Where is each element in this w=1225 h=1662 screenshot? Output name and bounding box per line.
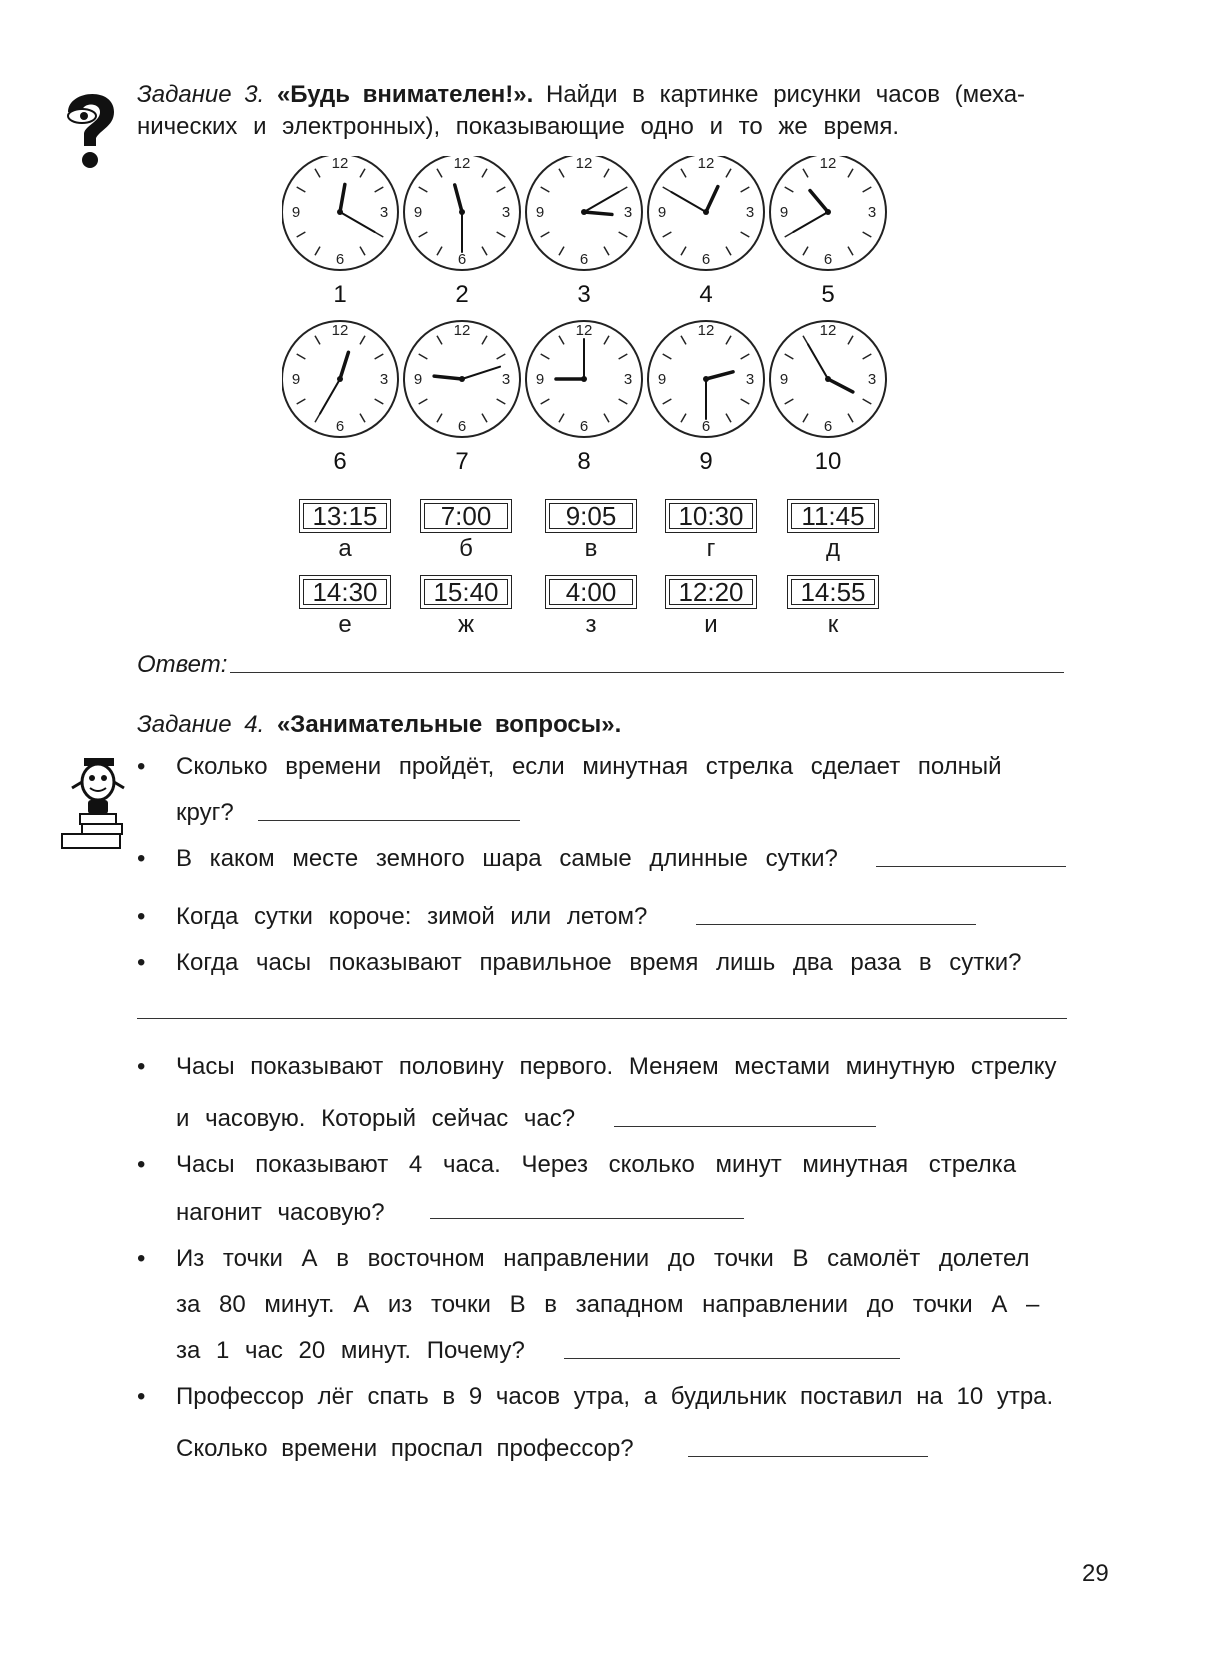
digital-clock-к	[787, 575, 879, 609]
q3-text: Когда сутки короче: зимой или летом?	[176, 903, 648, 930]
clock-numeral-3: 3	[501, 204, 511, 221]
clock-numeral-6: 6	[335, 418, 345, 435]
q1-line1: Сколько времени пройдёт, если минутная стрелка сделает полный	[176, 753, 1002, 780]
clock-center	[581, 376, 587, 382]
task3-heading-line1	[137, 78, 1025, 112]
digital-clock-letter: з	[585, 611, 597, 638]
clock-numeral-9: 9	[779, 204, 789, 221]
digital-time: 15:40	[433, 577, 499, 607]
bullet: •	[137, 1151, 146, 1178]
digital-time: 10:30	[678, 501, 744, 531]
analog-clock-4	[648, 156, 764, 308]
task3-label: Задание 3.	[137, 81, 265, 108]
q6-answer-line[interactable]	[430, 1218, 744, 1219]
answer-line[interactable]	[230, 672, 1064, 673]
q7-line2: за 80 минут. А из точки В в западном направлении до точки А –	[176, 1291, 1040, 1318]
q2-text: В каком месте земного шара самые длинные сутки?	[176, 845, 838, 872]
analog-clock-7	[404, 321, 520, 475]
digital-time: 11:45	[801, 501, 865, 531]
analog-clock-2	[404, 156, 520, 308]
bullet: •	[137, 753, 146, 780]
clock-numeral-6: 6	[457, 251, 467, 268]
bullet: •	[137, 1383, 146, 1410]
clock-numeral-12: 12	[575, 322, 593, 339]
digital-clock-ж	[420, 575, 512, 609]
analog-clock-5	[770, 156, 886, 308]
digital-clock-з	[545, 575, 637, 609]
digital-clock-letter: а	[338, 535, 352, 562]
digital-clock-letter: к	[827, 611, 839, 638]
clock-number: 6	[333, 448, 347, 475]
clock-numeral-6: 6	[335, 251, 345, 268]
digital-time: 13:15	[312, 501, 378, 531]
q7-line1: Из точки А в восточном направлении до точки В самолёт долетел	[176, 1245, 1030, 1272]
clock-numeral-12: 12	[331, 322, 349, 339]
clock-numeral-12: 12	[697, 156, 715, 172]
task4-label: Задание 4.	[137, 711, 265, 738]
task4-heading	[137, 708, 621, 742]
clock-numeral-12: 12	[453, 322, 471, 339]
page-number: 29	[1082, 1560, 1109, 1587]
clock-numeral-9: 9	[535, 371, 545, 388]
clock-number: 3	[577, 281, 591, 308]
q7-line3: за 1 час 20 минут. Почему?	[176, 1337, 525, 1364]
clock-numeral-6: 6	[701, 251, 711, 268]
digital-clock-д	[787, 499, 879, 533]
clock-number: 7	[455, 448, 469, 475]
digital-clock-в	[545, 499, 637, 533]
digital-clock-letter: в	[584, 535, 598, 562]
clock-numeral-9: 9	[657, 371, 667, 388]
analog-clocks-grid	[282, 156, 972, 501]
clock-numeral-3: 3	[867, 371, 877, 388]
clock-center	[825, 209, 831, 215]
q1-line2: круг?	[176, 799, 234, 826]
clock-numeral-3: 3	[867, 204, 877, 221]
thinking-character-icon	[60, 756, 132, 852]
clock-numeral-6: 6	[457, 418, 467, 435]
clock-center	[581, 209, 587, 215]
q5-answer-line[interactable]	[614, 1126, 876, 1127]
task4-title: «Занимательные вопросы».	[276, 711, 622, 738]
clock-center	[459, 376, 465, 382]
clock-numeral-3: 3	[623, 371, 633, 388]
clock-numeral-6: 6	[823, 418, 833, 435]
digital-time: 4:00	[565, 577, 617, 607]
clock-numeral-3: 3	[623, 204, 633, 221]
clock-numeral-6: 6	[701, 418, 711, 435]
analog-clock-3	[526, 156, 642, 308]
clock-numeral-3: 3	[379, 371, 389, 388]
task3-text-line1: Найди в картинке рисунки часов (меха-	[545, 81, 1026, 108]
clock-numeral-12: 12	[819, 156, 837, 172]
clock-numeral-12: 12	[697, 322, 715, 339]
clock-numeral-9: 9	[657, 204, 667, 221]
analog-clock-6	[282, 321, 398, 475]
digital-clock-letter: ж	[457, 611, 475, 638]
digital-clock-г	[665, 499, 757, 533]
q6-line1: Часы показывают 4 часа. Через сколько минут минутная стрелка	[176, 1151, 1017, 1178]
clock-center	[459, 209, 465, 215]
q8-line1: Профессор лёг спать в 9 часов утра, а будильник поставил на 10 утра.	[176, 1383, 1054, 1410]
q8-answer-line[interactable]	[688, 1456, 928, 1457]
clock-numeral-9: 9	[413, 371, 423, 388]
clock-numeral-12: 12	[819, 322, 837, 339]
digital-time: 9:05	[565, 501, 617, 531]
hour-hand	[584, 212, 612, 214]
clock-number: 1	[333, 281, 347, 308]
digital-clock-б	[420, 499, 512, 533]
analog-clock-1	[282, 156, 398, 308]
clock-numeral-9: 9	[291, 371, 301, 388]
bullet: •	[137, 1053, 146, 1080]
q3-answer-line[interactable]	[696, 924, 976, 925]
digital-clock-и	[665, 575, 757, 609]
clock-numeral-12: 12	[575, 156, 593, 172]
digital-clock-letter: б	[459, 535, 473, 562]
q4-answer-line[interactable]	[137, 1018, 1067, 1019]
digital-time: 7:00	[440, 501, 492, 531]
clock-center	[703, 209, 709, 215]
q8-line2: Сколько времени проспал профессор?	[176, 1435, 634, 1462]
clock-center	[825, 376, 831, 382]
bullet: •	[137, 845, 146, 872]
clock-center	[337, 376, 343, 382]
digital-clock-letter: г	[706, 535, 716, 562]
digital-clock-letter: е	[338, 611, 352, 638]
bullet: •	[137, 903, 146, 930]
digital-time: 14:30	[312, 577, 378, 607]
clock-numeral-6: 6	[579, 251, 589, 268]
task3-title: «Будь внимателен!».	[276, 81, 534, 108]
clock-numeral-3: 3	[379, 204, 389, 221]
clock-number: 9	[699, 448, 713, 475]
q5-line2: и часовую. Который сейчас час?	[176, 1105, 576, 1132]
question-eye-icon	[60, 82, 122, 172]
clock-numeral-9: 9	[291, 204, 301, 221]
task3-text-line2: нических и электронных), показывающие одно и то же время.	[137, 113, 900, 140]
clock-number: 10	[814, 448, 842, 475]
clock-numeral-3: 3	[501, 371, 511, 388]
clock-number: 5	[821, 281, 835, 308]
bullet: •	[137, 1245, 146, 1272]
clock-numeral-9: 9	[413, 204, 423, 221]
clock-number: 8	[577, 448, 591, 475]
digital-clock-е	[299, 575, 391, 609]
q4-text: Когда часы показывают правильное время лишь два раза в сутки?	[176, 949, 1022, 976]
clock-number: 4	[699, 281, 713, 308]
answer-label: Ответ:	[137, 651, 228, 678]
clock-center	[337, 209, 343, 215]
clock-number: 2	[455, 281, 469, 308]
bullet: •	[137, 949, 146, 976]
clock-numeral-9: 9	[535, 204, 545, 221]
q5-line1: Часы показывают половину первого. Меняем местами минутную стрелку	[176, 1053, 1057, 1080]
digital-time: 14:55	[800, 577, 866, 607]
analog-clock-8	[526, 321, 642, 475]
digital-clock-а	[299, 499, 391, 533]
q1-answer-line[interactable]	[258, 820, 520, 821]
q7-answer-line[interactable]	[564, 1358, 900, 1359]
clock-numeral-3: 3	[745, 371, 755, 388]
q2-answer-line[interactable]	[876, 866, 1066, 867]
clock-center	[703, 376, 709, 382]
clock-numeral-6: 6	[579, 418, 589, 435]
clock-numeral-9: 9	[779, 371, 789, 388]
clock-numeral-12: 12	[453, 156, 471, 172]
digital-clock-letter: и	[704, 611, 718, 638]
analog-clock-10	[770, 321, 886, 475]
digital-time: 12:20	[678, 577, 744, 607]
clock-numeral-3: 3	[745, 204, 755, 221]
clock-numeral-6: 6	[823, 251, 833, 268]
q6-line2: нагонит часовую?	[176, 1199, 385, 1226]
clock-numeral-12: 12	[331, 156, 349, 172]
digital-clock-letter: д	[825, 535, 840, 562]
analog-clock-9	[648, 321, 764, 475]
